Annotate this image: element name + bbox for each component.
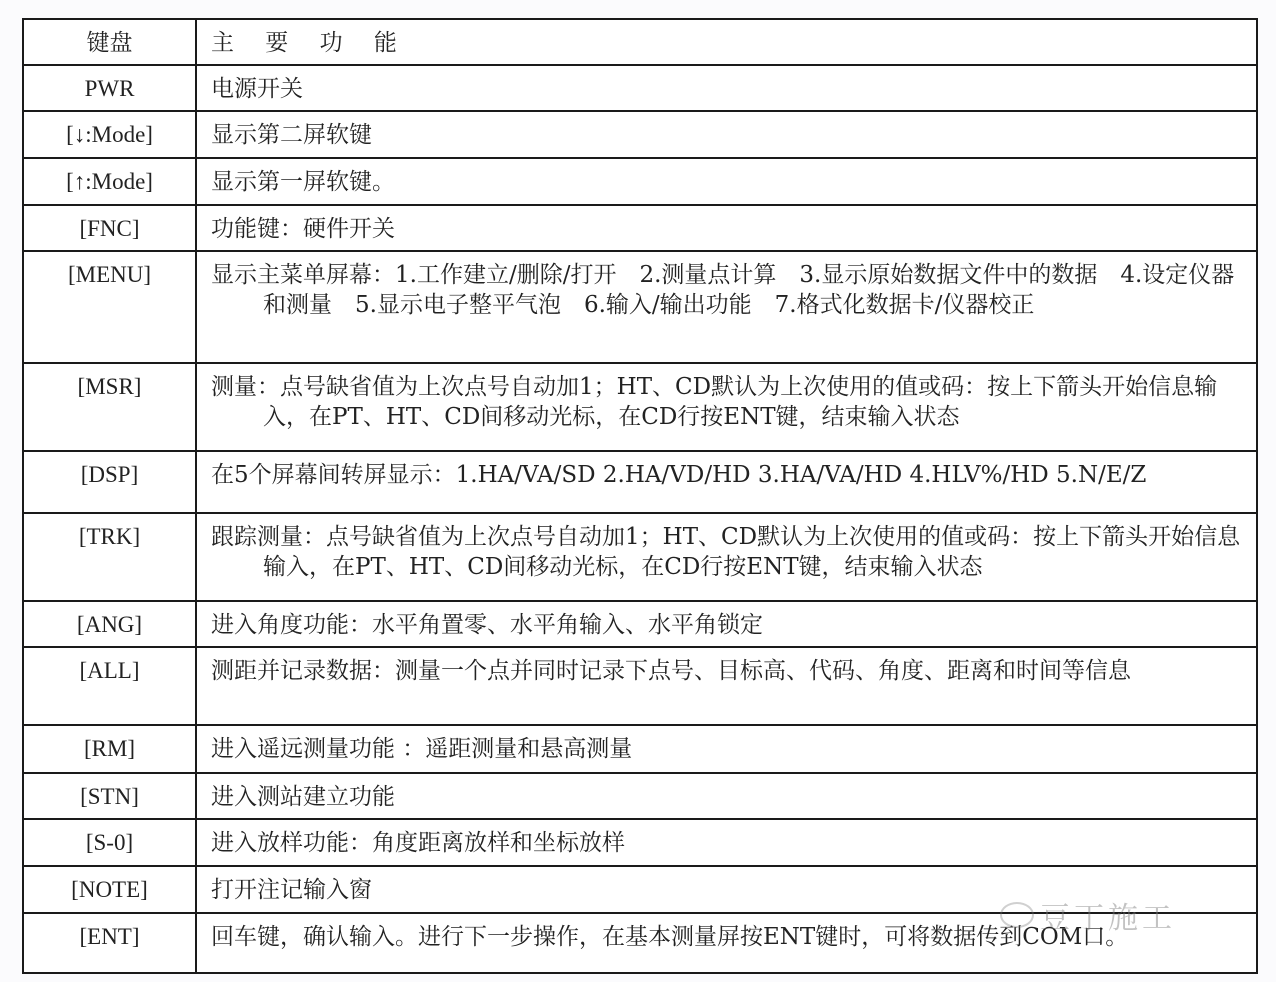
- function-cell: [196, 913, 1257, 973]
- function-cell: [196, 601, 1257, 647]
- function-text: 测量：点号缺省值为上次点号自动加1；HT、CD默认为上次使用的值或码：按上下箭头开始信息输入，在PT、HT、CD间移动光标，在CD行按ENT键，结束输入状态: [211, 374, 1218, 430]
- key-cell: [DSP]: [23, 451, 196, 513]
- table-row: [23, 205, 1257, 251]
- function-cell: [196, 65, 1257, 111]
- table-row: [23, 513, 1257, 601]
- function-text: 显示主菜单屏幕：1.工作建立/删除/打开 2.测量点计算 3.显示原始数据文件中的数据 4.设定仪器和测量 5.显示电子整平气泡 6.输入/输出功能 7.格式化数据卡/仪器校正: [211, 262, 1235, 318]
- watermark-text: 豆丁施工: [1040, 901, 1176, 936]
- function-text: 显示第一屏软键。: [211, 169, 395, 195]
- header-function: 主 要 功 能: [196, 19, 1257, 65]
- function-cell: [196, 725, 1257, 773]
- keyboard-function-table: [22, 18, 1258, 974]
- function-cell: [196, 451, 1257, 513]
- key-cell: [ALL]: [23, 647, 196, 725]
- function-cell: [196, 111, 1257, 158]
- function-cell: [196, 773, 1257, 819]
- key-cell: [NOTE]: [23, 866, 196, 913]
- function-cell: [196, 513, 1257, 601]
- function-text: 测距并记录数据：测量一个点并同时记录下点号、目标高、代码、角度、距离和时间等信息: [211, 658, 1131, 684]
- table-row: [23, 913, 1257, 973]
- key-cell: [S-0]: [23, 819, 196, 866]
- key-cell: [FNC]: [23, 205, 196, 251]
- header-key: 键盘: [23, 19, 196, 65]
- function-cell: [196, 819, 1257, 866]
- table-row: [23, 251, 1257, 363]
- function-text: 功能键：硬件开关: [211, 216, 395, 242]
- function-text: 显示第二屏软键: [211, 122, 372, 148]
- key-cell: [↑:Mode]: [23, 158, 196, 205]
- key-cell: [MENU]: [23, 251, 196, 363]
- key-cell: PWR: [23, 65, 196, 111]
- key-cell: [ANG]: [23, 601, 196, 647]
- function-text: 打开注记输入窗: [211, 877, 372, 903]
- function-text: 电源开关: [211, 76, 303, 102]
- key-cell: [MSR]: [23, 363, 196, 451]
- function-cell: [196, 866, 1257, 913]
- function-text: 进入放样功能：角度距离放样和坐标放样: [211, 830, 625, 856]
- function-cell: [196, 647, 1257, 725]
- table-row: [23, 647, 1257, 725]
- key-cell: [RM]: [23, 725, 196, 773]
- function-cell: [196, 205, 1257, 251]
- table-row: [23, 451, 1257, 513]
- table-row: [23, 819, 1257, 866]
- table-row: [23, 363, 1257, 451]
- key-cell: [STN]: [23, 773, 196, 819]
- function-text: 进入测站建立功能: [211, 784, 395, 810]
- table-row: [23, 866, 1257, 913]
- table-row: [23, 111, 1257, 158]
- key-cell: [↓:Mode]: [23, 111, 196, 158]
- function-cell: [196, 363, 1257, 451]
- table-row: [23, 773, 1257, 819]
- function-text: 在5个屏幕间转屏显示：1.HA/VA/SD 2.HA/VD/HD 3.HA/VA/HD 4.HLV%/HD 5.N/E/Z: [211, 462, 1147, 488]
- function-text: 回车键，确认输入。进行下一步操作，在基本测量屏按ENT键时，可将数据传到COM口。: [211, 924, 1129, 950]
- function-text: 进入角度功能：水平角置零、水平角输入、水平角锁定: [211, 612, 763, 638]
- function-cell: [196, 251, 1257, 363]
- function-cell: [196, 158, 1257, 205]
- table-row: [23, 65, 1257, 111]
- key-cell: [TRK]: [23, 513, 196, 601]
- key-cell: [ENT]: [23, 913, 196, 973]
- table-row: [23, 725, 1257, 773]
- function-text: 跟踪测量：点号缺省值为上次点号自动加1；HT、CD默认为上次使用的值或码：按上下箭头开始信息输入，在PT、HT、CD间移动光标，在CD行按ENT键，结束输入状态: [211, 524, 1241, 580]
- table-row: [23, 601, 1257, 647]
- table-row: [23, 158, 1257, 205]
- table-header-row: [23, 19, 1257, 65]
- function-text: 进入遥远测量功能 ：遥距测量和悬高测量: [211, 736, 633, 762]
